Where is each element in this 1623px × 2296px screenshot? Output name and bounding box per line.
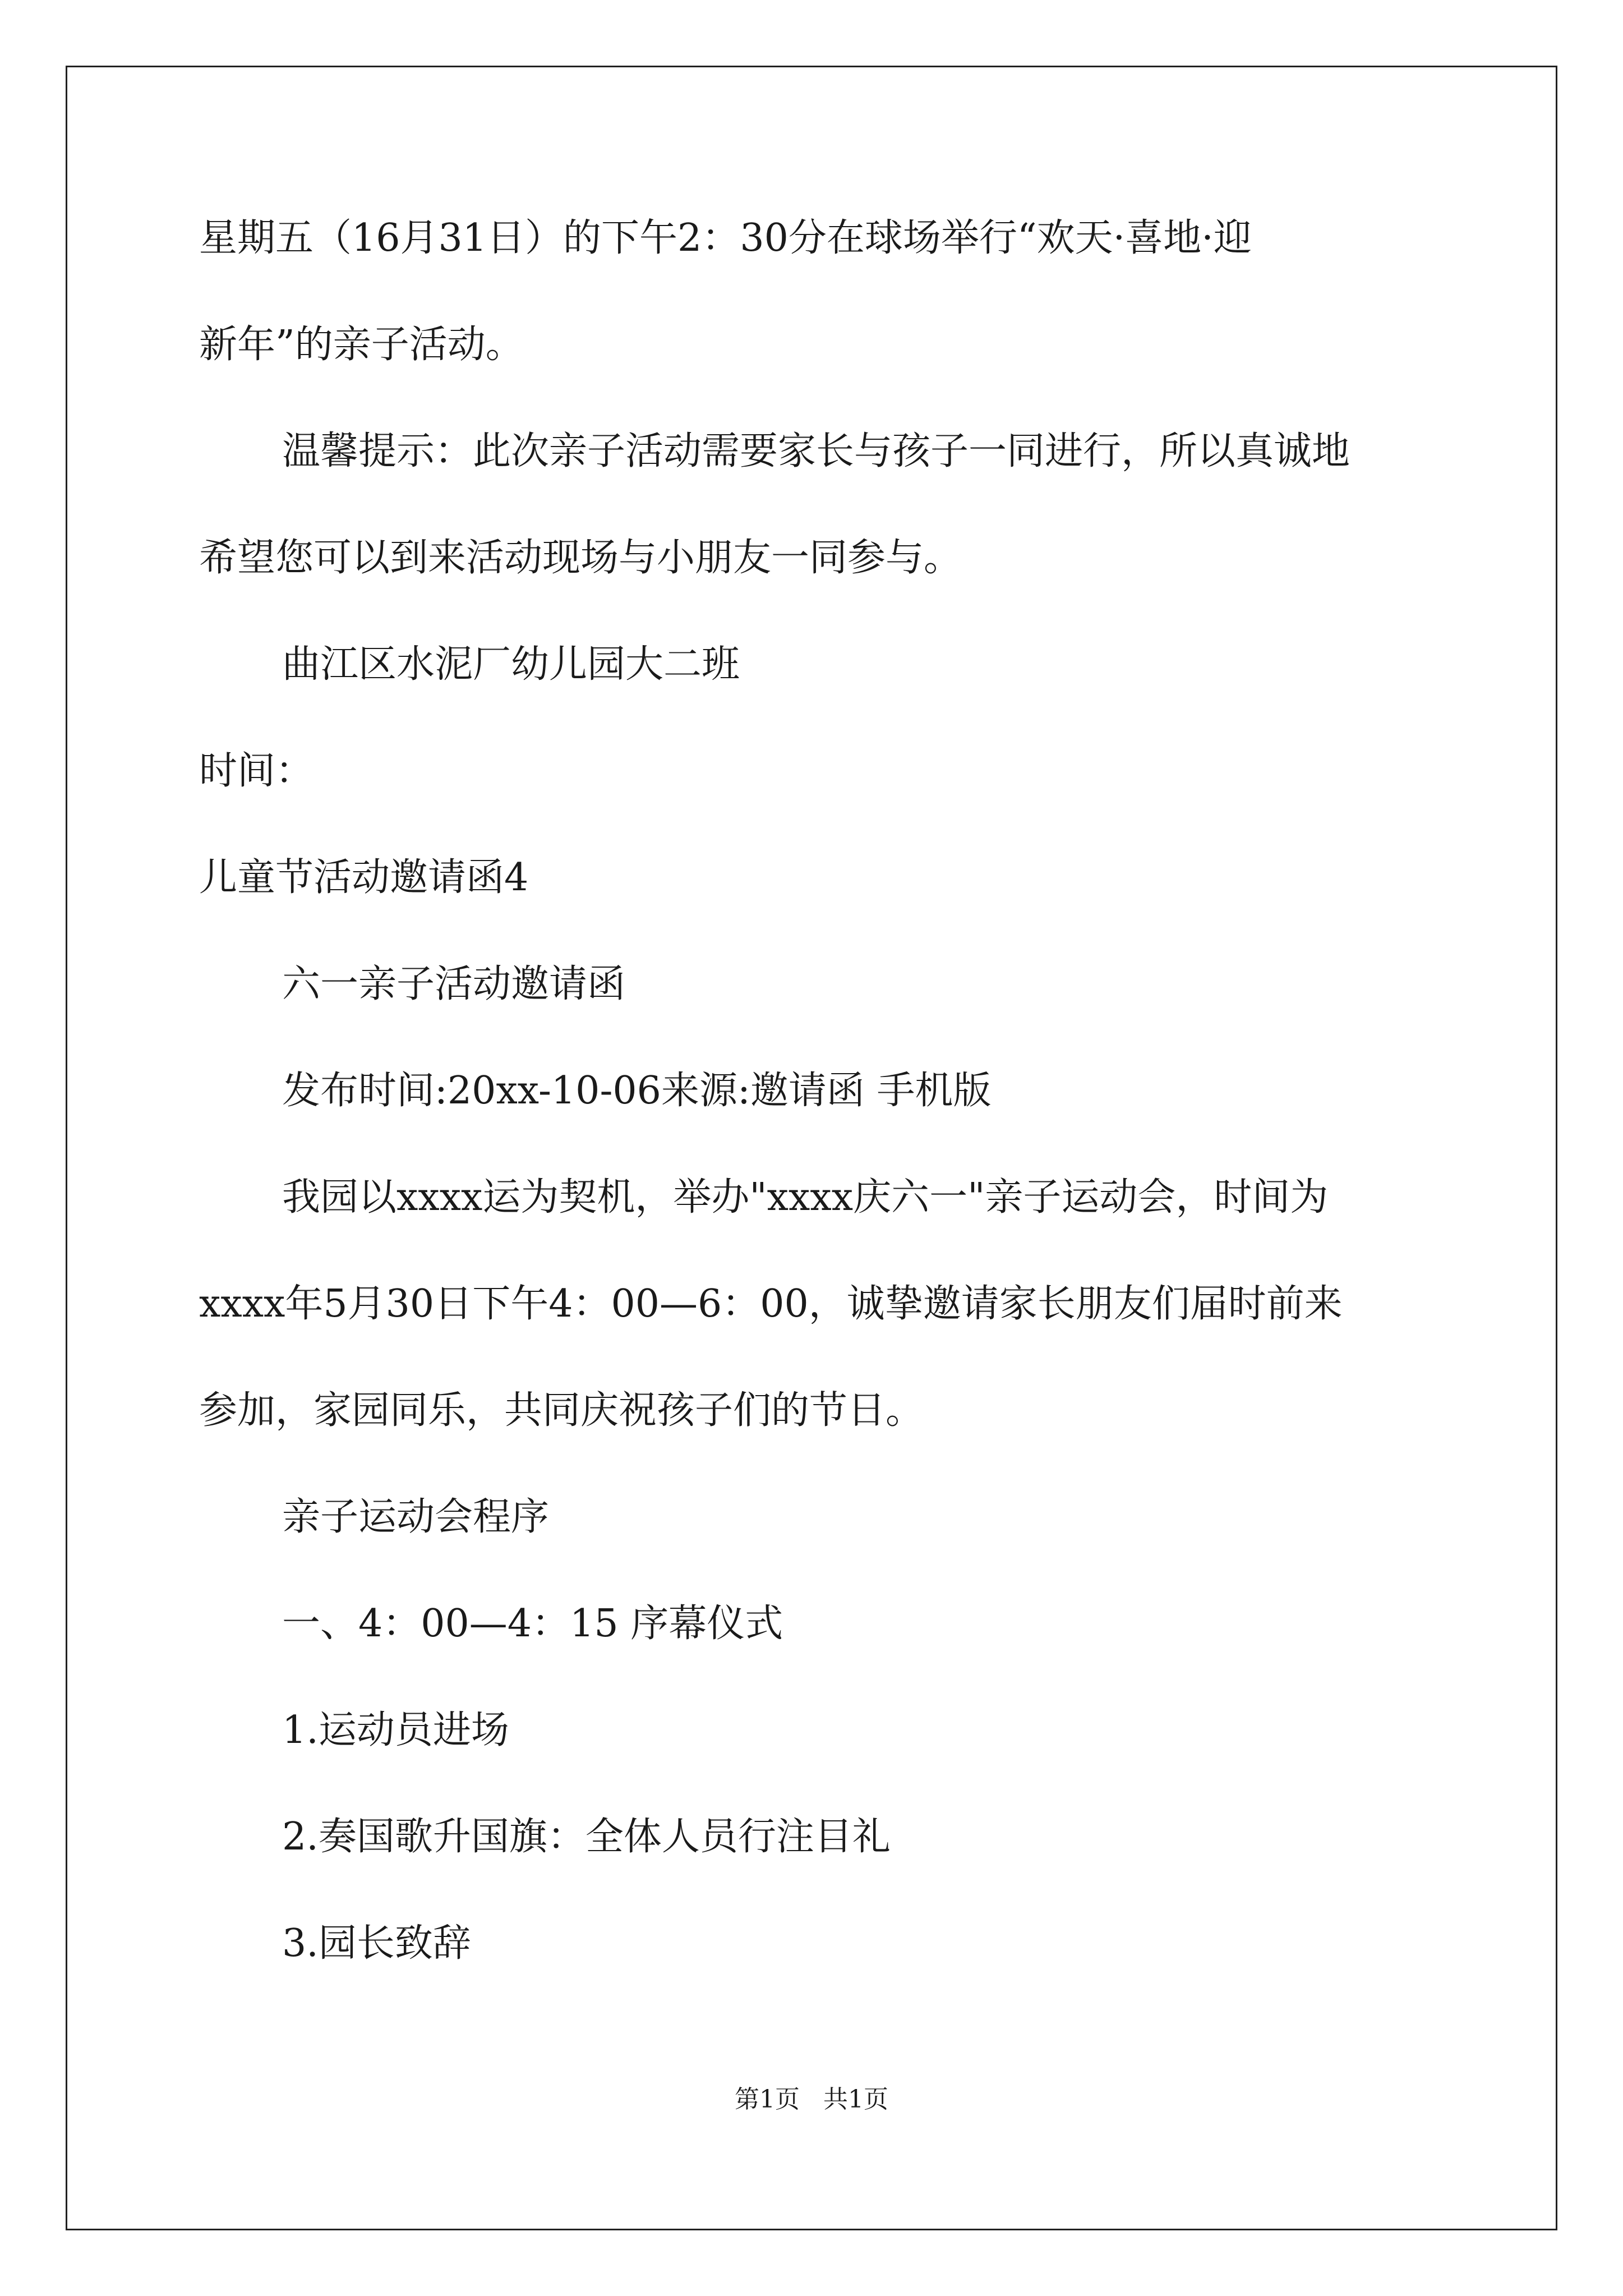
text-line: 温馨提示：此次亲子活动需要家长与孩子一同进行，所以真诚地 xyxy=(282,429,1350,473)
list-item: 1.运动员进场 xyxy=(282,1708,509,1752)
text-line: 新年”的亲子活动。 xyxy=(199,323,524,367)
text-line: 亲子运动会程序 xyxy=(282,1495,550,1539)
page-border xyxy=(66,66,1557,2230)
list-item: 3.园长致辞 xyxy=(282,1921,471,1966)
text-line: 一、4：00—4：15 序幕仪式 xyxy=(282,1602,783,1646)
list-item: 2.奏国歌升国旗：全体人员行注目礼 xyxy=(282,1815,891,1859)
text-line: 六一亲子活动邀请函 xyxy=(282,962,626,1006)
page-footer: 第1页 共1页 xyxy=(735,2085,888,2114)
text-line: xxxx年5月30日下午4：00—6：00，诚挚邀请家长朋友们届时前来 xyxy=(199,1282,1343,1326)
text-line: 星期五（16月31日）的下午2：30分在球场举行“欢天·喜地·迎 xyxy=(199,216,1252,260)
text-line: 时间： xyxy=(199,749,314,793)
section-heading: 儿童节活动邀请函4 xyxy=(199,855,529,900)
text-line: 曲江区水泥厂幼儿园大二班 xyxy=(282,642,740,687)
text-line: 希望您可以到来活动现场与小朋友一同参与。 xyxy=(199,536,962,580)
text-line: 我园以xxxx运为契机，举办"xxxx庆六一"亲子运动会，时间为 xyxy=(282,1175,1329,1220)
text-line: 发布时间:20xx-10-06来源:邀请函 手机版 xyxy=(282,1069,992,1113)
text-line: 参加，家园同乐，共同庆祝孩子们的节日。 xyxy=(199,1388,924,1433)
